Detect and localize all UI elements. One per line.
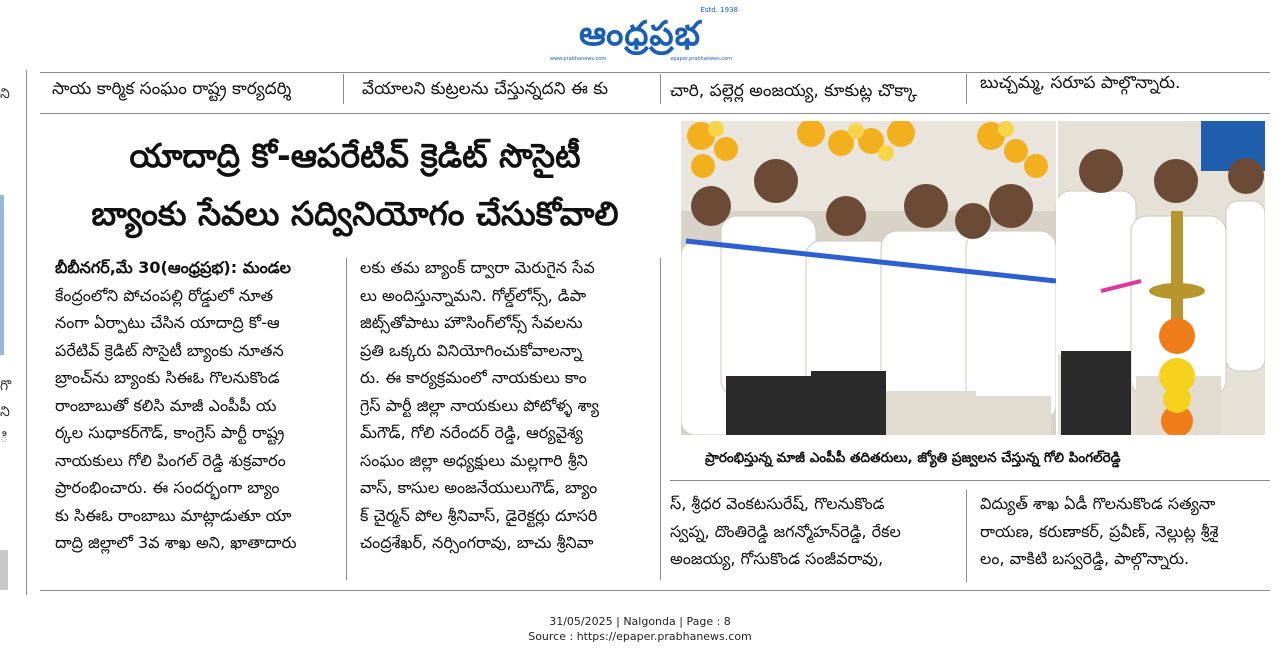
- edge-image-sliver: [0, 550, 8, 590]
- article-line: క్ చైర్మన్ పోల శ్రీనివాస్, డైరెక్టర్లు దూసరి: [360, 505, 598, 525]
- article-line: నాయకులు గోలి పింగల్ రెడ్డి శుక్రవారం: [55, 450, 286, 470]
- event-photo-illustration: [681, 121, 1265, 435]
- article-line: బ్రాంచ్‌ను బ్యాంకు సిఈఓ గొలనుకొండ: [55, 368, 280, 387]
- photo-caption: ప్రారంభిస్తున్న మాజీ ఎంపీపీ తదితరులు, జ్యోతి ప్రజ్వలన చేస్తున్న గోలి పింగల్‌రెడ్డి: [705, 450, 1121, 466]
- column-rule: [660, 74, 661, 104]
- masthead-url-left: www.prabhanews.com: [550, 56, 607, 62]
- article-column-4: [980, 490, 1270, 573]
- article-line: జిట్స్‌తోపాటు హౌసింగ్‌లోన్స్ సేవలను: [360, 313, 583, 332]
- event-photo: [681, 121, 1265, 435]
- article-column-2: [360, 254, 650, 557]
- top-strip-text: వేయాలని కుట్రలను చేస్తున్నదని ఈ కు: [362, 79, 609, 99]
- article-line: కేంద్రంలోని పోచంపల్లి రోడ్డులో నూత: [55, 285, 274, 305]
- article-line: కు సిఈఓ రాంబాబు మాట్లాడుతూ యా: [55, 505, 292, 525]
- article-line: లు అందిస్తున్నామని. గోల్డ్‌లోన్స్, డిపా: [360, 285, 587, 305]
- edge-fragment: గొ: [0, 378, 12, 394]
- article-line: స్, శ్రీధర వెంకటసురేష్, గొలనుకొండ: [670, 494, 885, 513]
- edge-fragment: ని: [0, 404, 10, 420]
- headline-line-1: యాదాద్రి కో-ఆపరేటివ్ క్రెడిట్ సొసైటీ: [129, 136, 581, 175]
- column-rule: [966, 490, 967, 582]
- article-line: పరేటివ్ క్రెడిట్ సొసైటీ బ్యాంకు నూతన: [55, 340, 284, 360]
- article-line: గ్రెస్ పార్టీ జిల్లా నాయకులు పోటోళ్ళ శ్యా: [360, 395, 599, 415]
- masthead-estd: Estd. 1938: [700, 6, 738, 14]
- article-line: ప్రారంభించారు. ఈ సందర్భంగా బ్యాం: [55, 478, 280, 497]
- column-rule: [343, 74, 344, 104]
- article-line: రాయణ, కరుణాకర్, ప్రవీణ్, నెల్లుట్ల శ్రీశై: [980, 521, 1219, 541]
- page-edge-rule: [26, 70, 27, 595]
- caption-rule: [670, 480, 1270, 481]
- article-line: రాంబాబుతో కలిసి మాజీ ఎంపీపీ య: [55, 395, 277, 415]
- top-strip-text: సాయ కార్మిక సంఘం రాష్ట్ర కార్యదర్శి: [52, 79, 292, 99]
- edge-fragment: ని: [0, 86, 10, 102]
- article-line: స్వప్న, దొంతిరెడ్డి జగన్మోహన్‌రెడ్డి, రేకల: [670, 521, 901, 541]
- top-strip-text: బుచ్చమ్మ, సరూప పాల్గొన్నారు.: [980, 73, 1181, 93]
- article-line: మ్‌గౌడ్, గోలి నరేందర్ రెడ్డి, ఆర్యవైశ్య: [360, 423, 583, 442]
- article-line: ర్కల సుధాకర్‌గౌడ్, కాంగ్రెస్ పార్టీ రాష్ట్ర: [55, 423, 285, 442]
- article-line: బీబీనగర్,మే 30(ఆంధ్రప్రభ): మండల: [55, 258, 291, 277]
- article-line: రు. ఈ కార్యక్రమంలో నాయకులు కాం: [360, 368, 587, 387]
- article-line: నంగా ఏర్పాటు చేసిన యాదాద్రి కో-ఆ: [55, 313, 280, 332]
- footer-date-page: 31/05/2025 | Nalgonda | Page : 8: [549, 615, 731, 628]
- section-rule: [40, 113, 1270, 114]
- masthead-logo: [540, 6, 740, 64]
- article-line: దాద్రి జిల్లాలో 3వ శాఖ అని, ఖాతాదారు: [55, 533, 297, 552]
- headline-line-2: బ్యాంకు సేవలు సద్వినియోగం చేసుకోవాలి: [91, 194, 619, 233]
- article-line: ప్రతి ఒక్కరు వినియోగించుకోవాలన్నా: [360, 340, 583, 360]
- article-line: లకు తమ బ్యాంక్ ద్వారా మెరుగైన సేవ: [360, 258, 595, 277]
- edge-image-sliver: [0, 195, 4, 355]
- column-rule: [966, 74, 967, 104]
- masthead-url-right: epaper.prabhanews.com: [670, 56, 732, 62]
- edge-fragment: ి: [0, 430, 9, 446]
- article-line: విద్యుత్ శాఖ ఏడీ గొలనుకొండ సత్యనా: [980, 494, 1216, 513]
- bottom-rule: [40, 590, 1270, 591]
- article-line: అంజయ్య, గోసుకొండ సంజీవరావు,: [670, 549, 884, 568]
- footer-source: Source : https://epaper.prabhanews.com: [528, 630, 752, 643]
- article-line: సంఘం జిల్లా అధ్యక్షులు మల్లగారి శ్రీని: [360, 450, 588, 470]
- article-column-3: [670, 490, 960, 573]
- article-line: చంద్రశేఖర్, నర్సింగరావు, బాచు శ్రీనివా: [360, 533, 594, 552]
- article-line: వాస్, కాసుల అంజనేయులుగౌడ్, బ్యాం: [360, 478, 598, 497]
- column-rule: [346, 258, 347, 580]
- masthead-title: ఆంధ్రప్రభ: [578, 14, 702, 54]
- column-rule: [660, 258, 661, 580]
- article-line: లం, వాకిటి బస్వరెడ్డి, పాల్గొన్నారు.: [980, 549, 1190, 568]
- top-strip-text: చారి, పల్లెర్ల అంజయ్య, కూకుట్ల చొక్కా: [670, 81, 918, 101]
- article-column-1: [55, 254, 337, 557]
